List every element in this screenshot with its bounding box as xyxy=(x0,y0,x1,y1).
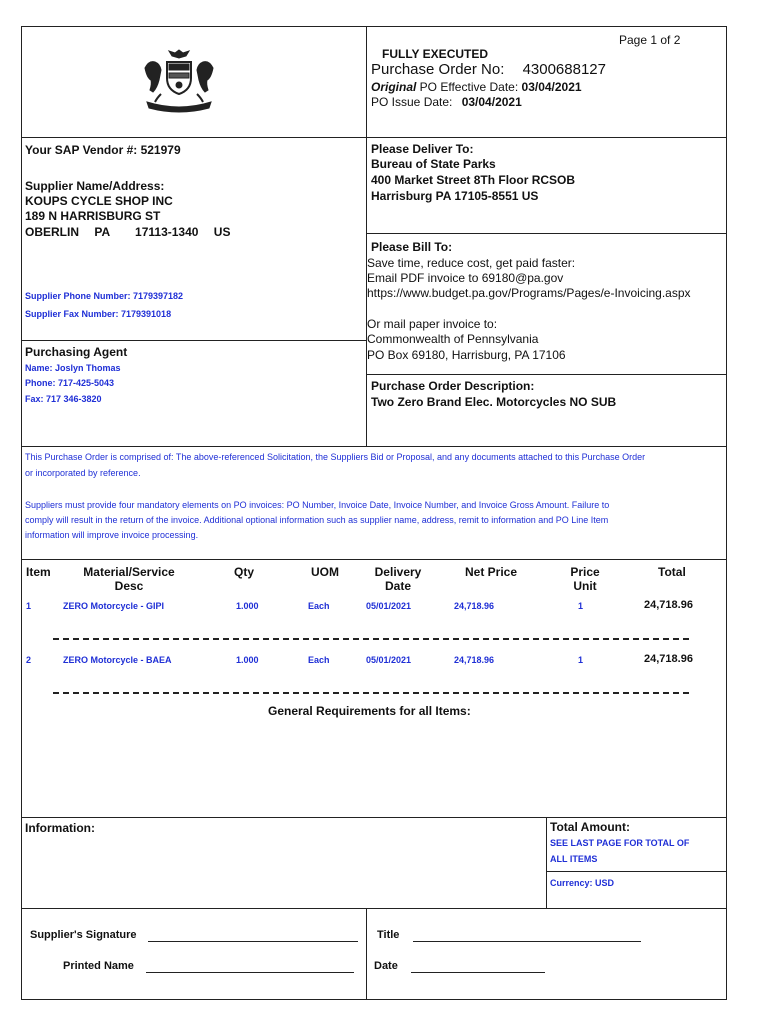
border-bottom xyxy=(21,999,727,1000)
currency-top-rule xyxy=(546,871,727,872)
printed-name-label: Printed Name xyxy=(63,960,134,972)
effective-date-value: 03/04/2021 xyxy=(521,80,582,94)
description-top-rule xyxy=(366,374,727,375)
agent-top-rule xyxy=(21,340,367,341)
bill-line-4: Or mail paper invoice to: xyxy=(367,317,498,331)
total-amount-label: Total Amount: xyxy=(550,820,630,834)
agent-fax: Fax: 717 346-3820 xyxy=(25,394,102,404)
row-uom: Each xyxy=(308,601,330,611)
po-description-heading: Purchase Order Description: xyxy=(371,379,535,393)
sap-vendor-number: Your SAP Vendor #: 521979 xyxy=(25,143,181,157)
deliver-line-3: Harrisburg PA 17105-8551 US xyxy=(371,189,539,203)
agent-name: Name: Joslyn Thomas xyxy=(25,363,121,373)
total-note-line-2: ALL ITEMS xyxy=(550,854,598,864)
terms-line-4: comply will result in the return of the invoice. Additional optional information such as supplier name, address, remit to information and PO Line Item xyxy=(25,515,609,525)
original-label: Original xyxy=(371,80,417,94)
suppliers-signature-line[interactable] xyxy=(148,941,358,942)
effective-date-line xyxy=(371,80,582,94)
date-line[interactable] xyxy=(411,972,545,973)
row-uom: Each xyxy=(308,655,330,665)
supplier-name-heading: Supplier Name/Address: xyxy=(25,179,165,193)
row-separator xyxy=(53,638,689,640)
terms-top-rule xyxy=(21,446,727,447)
header-bottom-rule xyxy=(21,137,727,138)
bill-line-1: Save time, reduce cost, get paid faster: xyxy=(367,256,576,270)
row-item: 2 xyxy=(26,655,32,665)
total-vertical-divider xyxy=(546,817,547,909)
border-top xyxy=(21,26,727,27)
row-qty: 1.000 xyxy=(236,601,259,611)
row-total: 24,718.96 xyxy=(644,653,693,665)
po-number-value: 4300688127 xyxy=(522,61,606,78)
printed-name-line[interactable] xyxy=(146,972,354,973)
status-label: FULLY EXECUTED xyxy=(382,47,489,61)
border-right xyxy=(726,26,727,1000)
terms-line-3: Suppliers must provide four mandatory elements on PO invoices: PO Number, Invoice Date, Invoice Number, and Invoice Gross Amount. Failure to xyxy=(25,500,610,510)
deliver-to-heading: Please Deliver To: xyxy=(371,142,474,156)
po-number-label: Purchase Order No: xyxy=(371,61,505,78)
bill-line-6: PO Box 69180, Harrisburg, PA 17106 xyxy=(367,348,566,362)
row-date: 05/01/2021 xyxy=(366,655,412,665)
pennsylvania-coat-of-arms-icon xyxy=(139,48,219,114)
title-line[interactable] xyxy=(413,941,641,942)
col-header-item: Item xyxy=(26,565,51,579)
terms-line-5: information will improve invoice processing. xyxy=(25,530,199,540)
bill-top-rule xyxy=(366,233,727,234)
general-requirements-heading: General Requirements for all Items: xyxy=(268,704,471,718)
bill-line-2: Email PDF invoice to 69180@pa.gov xyxy=(367,271,564,285)
date-label: Date xyxy=(374,960,398,972)
supplier-state: PA xyxy=(94,225,110,239)
row-desc: ZERO Motorcycle - GIPI xyxy=(63,601,165,611)
suppliers-signature-label: Supplier's Signature xyxy=(30,929,137,941)
supplier-zip: 17113-1340 xyxy=(135,225,199,239)
header-vertical-divider xyxy=(366,26,367,446)
row-item: 1 xyxy=(26,601,32,611)
deliver-line-2: 400 Market Street 8Th Floor RCSOB xyxy=(371,173,576,187)
title-label: Title xyxy=(377,929,400,941)
effective-date-label: PO Effective Date: xyxy=(416,80,522,94)
bill-line-5: Commonwealth of Pennsylvania xyxy=(367,332,539,346)
purchasing-agent-heading: Purchasing Agent xyxy=(25,345,128,359)
row-net-price: 24,718.96 xyxy=(454,601,495,611)
information-heading: Information: xyxy=(25,821,95,835)
bill-invoice-link[interactable]: https://www.budget.pa.gov/Programs/Pages/e-Invoicing.aspx xyxy=(367,286,691,300)
supplier-fax: Supplier Fax Number: 7179391018 xyxy=(25,309,172,319)
po-description-text: Two Zero Brand Elec. Motorcycles NO SUB xyxy=(371,395,617,409)
supplier-country: US xyxy=(213,225,231,239)
information-top-rule xyxy=(21,817,727,818)
row-qty: 1.000 xyxy=(236,655,259,665)
row-price-unit: 1 xyxy=(578,601,584,611)
page-number: Page 1 of 2 xyxy=(619,33,681,47)
total-note-line-1: SEE LAST PAGE FOR TOTAL OF xyxy=(550,838,690,848)
deliver-line-1: Bureau of State Parks xyxy=(371,157,496,171)
signature-top-rule xyxy=(21,908,727,909)
row-total: 24,718.96 xyxy=(644,599,693,611)
row-date: 05/01/2021 xyxy=(366,601,412,611)
issue-date-value: 03/04/2021 xyxy=(461,95,522,109)
signature-vertical-divider xyxy=(366,908,367,1000)
col-header-material: Material/Service Desc xyxy=(83,565,175,593)
row-desc: ZERO Motorcycle - BAEA xyxy=(63,655,172,665)
terms-line-2: or incorporated by reference. xyxy=(25,468,141,478)
supplier-street: 189 N HARRISBURG ST xyxy=(25,209,161,223)
supplier-name: KOUPS CYCLE SHOP INC xyxy=(25,194,173,208)
terms-line-1: This Purchase Order is comprised of: The above-referenced Solicitation, the Suppliers Bid or Proposal, and any documents attached to this Purchase Order xyxy=(25,452,646,462)
col-header-price-unit: Price Unit xyxy=(570,565,600,593)
supplier-city: OBERLIN xyxy=(25,225,79,239)
po-number-line xyxy=(371,61,606,78)
border-left xyxy=(21,26,22,1000)
row-net-price: 24,718.96 xyxy=(454,655,495,665)
col-header-uom: UOM xyxy=(311,565,339,579)
issue-date-line xyxy=(371,95,522,109)
row-price-unit: 1 xyxy=(578,655,584,665)
bill-to-heading: Please Bill To: xyxy=(371,240,453,254)
supplier-phone: Supplier Phone Number: 7179397182 xyxy=(25,291,184,301)
table-top-rule xyxy=(21,559,727,560)
col-header-qty: Qty xyxy=(234,565,255,579)
agent-phone: Phone: 717-425-5043 xyxy=(25,378,115,388)
row-separator xyxy=(53,692,689,694)
supplier-city-line xyxy=(25,225,230,239)
col-header-delivery: Delivery Date xyxy=(374,565,422,593)
col-header-total: Total xyxy=(658,565,686,579)
col-header-net-price: Net Price xyxy=(465,565,518,579)
currency: Currency: USD xyxy=(550,878,615,888)
issue-date-label: PO Issue Date: xyxy=(371,95,456,109)
